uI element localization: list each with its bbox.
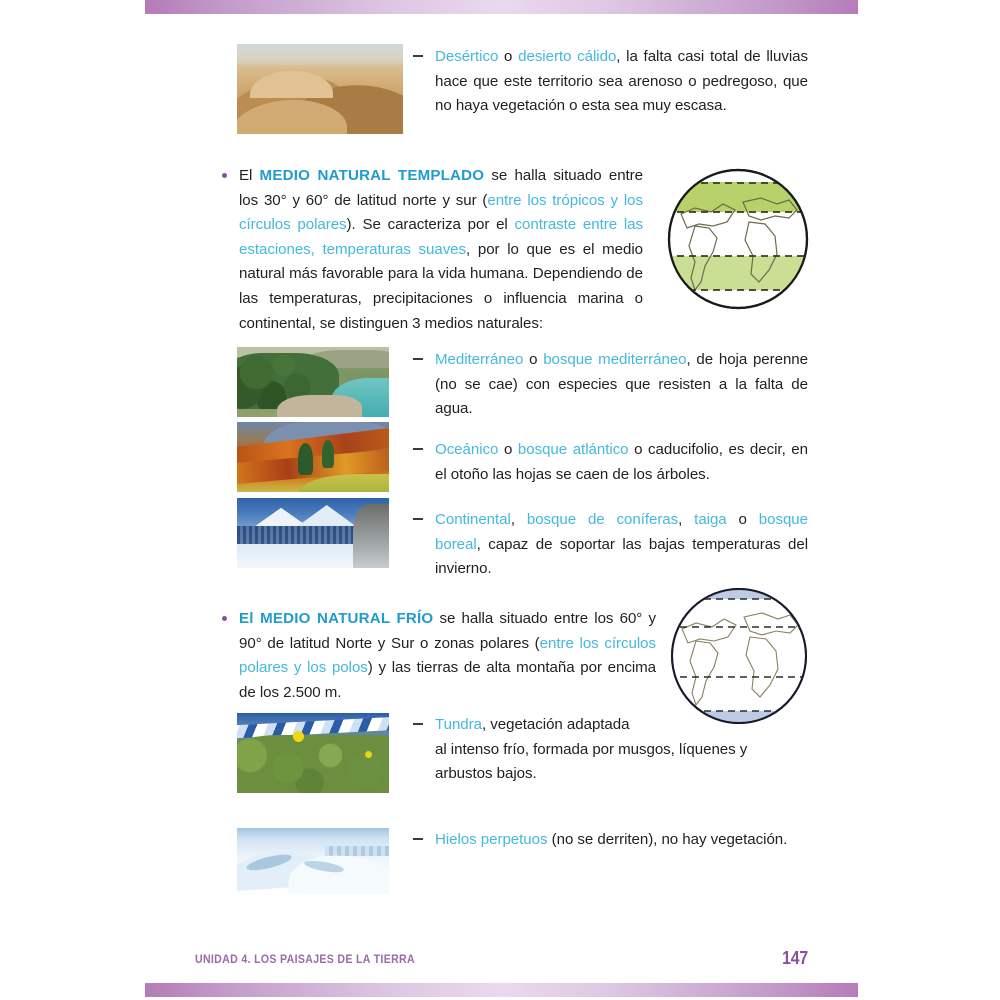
heading-medio-natural-frio: MEDIO NATURAL FRÍO — [260, 610, 434, 627]
templado-text-1: se halla situado entre los 30° y 60° de latitud norte y sur ( — [239, 167, 644, 209]
oceanico-body-text: o caducifolio, es decir, en el otoño las hojas se caen de los árboles. — [435, 441, 808, 483]
globe-polar-svg — [668, 585, 810, 727]
term-mediterraneo: Mediterráneo — [435, 351, 524, 368]
dash-marker — [413, 55, 423, 57]
templado-text-3: , por lo que es el medio natural más favorable para la vida humana. Dependiendo de las temperaturas, precipitaciones o influencia marina o continental, se distinguen 3 medios naturales: — [239, 240, 643, 332]
frio-lead: El — [239, 610, 261, 627]
templado-lead: El — [239, 167, 260, 184]
globe-zonas-polares — [668, 585, 810, 727]
dash-marker — [413, 518, 423, 520]
term-bosque-mediterraneo: bosque mediterráneo — [543, 351, 687, 368]
globe-zonas-templadas — [665, 166, 811, 312]
mediterraneo-body-text: , de hoja perenne (no se cae) con especies que resisten a la falta de agua. — [435, 351, 808, 418]
photo-desierto — [237, 44, 403, 134]
term-desierto-calido: desierto cálido — [518, 48, 617, 65]
frio-highlight-1: entre los círculos polares y los polos — [239, 634, 656, 677]
heading-medio-natural-templado: MEDIO NATURAL TEMPLADO — [259, 167, 485, 184]
templado-text-2: ). Se caracteriza por el — [346, 216, 515, 234]
continental-body-text: , capaz de soportar las bajas temperaturas del invierno. — [435, 535, 808, 578]
term-oceanico: Oceánico — [435, 441, 499, 458]
tundra-body-text: al intenso frío, formada por musgos, líquenes y arbustos bajos. — [435, 740, 748, 783]
tundra-line-1: , vegetación adaptada — [481, 716, 630, 733]
bullet-marker — [222, 616, 227, 621]
dash-marker — [413, 358, 423, 360]
term-tundra: Tundra — [435, 716, 482, 733]
photo-bosque-mediterraneo — [237, 347, 389, 417]
dash-marker — [413, 448, 423, 450]
desert-body-text: , la falta casi total de lluvias hace que este territorio sea arenoso o pedregoso, que no haya vegetación o esta sea muy escasa. — [435, 48, 808, 115]
photo-taiga — [237, 498, 389, 568]
item-hielos-perpetuos — [413, 828, 808, 853]
bullet-marker — [222, 173, 227, 178]
term-bosque-atlantico: bosque atlántico — [517, 441, 629, 458]
item-desertico — [413, 45, 808, 119]
conjunction-o: o — [523, 351, 544, 368]
conjunction-o: o — [726, 511, 759, 528]
dash-marker — [413, 723, 423, 725]
frio-text-2: ) y las tierras de alta montaña por encima de los 2.500 m. — [239, 659, 656, 701]
footer-page-number: 147 — [782, 948, 808, 968]
item-medio-natural-frio — [218, 607, 656, 705]
item-continental — [413, 508, 808, 582]
decorative-top-bar — [145, 0, 858, 14]
hielos-body-text: (no se derriten), no hay vegetación. — [547, 831, 788, 848]
photo-tundra — [237, 713, 389, 793]
term-bosque-boreal: bosque boreal — [435, 511, 808, 553]
frio-text-1: se halla situado entre los 60° y 90° de latitud Norte y Sur o zonas polares ( — [239, 610, 656, 652]
separator-1: , — [510, 511, 527, 528]
templado-highlight-1: entre los trópicos y los círculos polares — [239, 191, 643, 234]
term-hielos-perpetuos: Hielos perpetuos — [435, 831, 548, 848]
photo-bosque-atlantico — [237, 422, 389, 492]
templado-highlight-2: contraste entre las estaciones, temperaturas suaves — [239, 216, 644, 258]
term-bosque-coniferas: bosque de coníferas — [526, 511, 679, 528]
item-mediterraneo — [413, 348, 808, 422]
dash-marker — [413, 838, 423, 840]
term-continental: Continental — [435, 511, 511, 528]
conjunction-o: o — [498, 441, 518, 458]
globe-temperate-svg — [665, 166, 811, 312]
item-medio-natural-templado — [218, 164, 643, 336]
term-taiga: taiga — [694, 511, 727, 528]
item-tundra — [413, 713, 808, 787]
decorative-bottom-bar — [145, 983, 858, 997]
separator-2: , — [678, 511, 695, 528]
item-oceanico — [413, 438, 808, 487]
footer-unit-title: UNIDAD 4. LOS PAISAJES DE LA TIERRA — [195, 954, 415, 966]
conjunction-o: o — [498, 48, 519, 65]
photo-hielos-perpetuos — [237, 828, 389, 894]
term-desertico: Desértico — [435, 48, 499, 65]
